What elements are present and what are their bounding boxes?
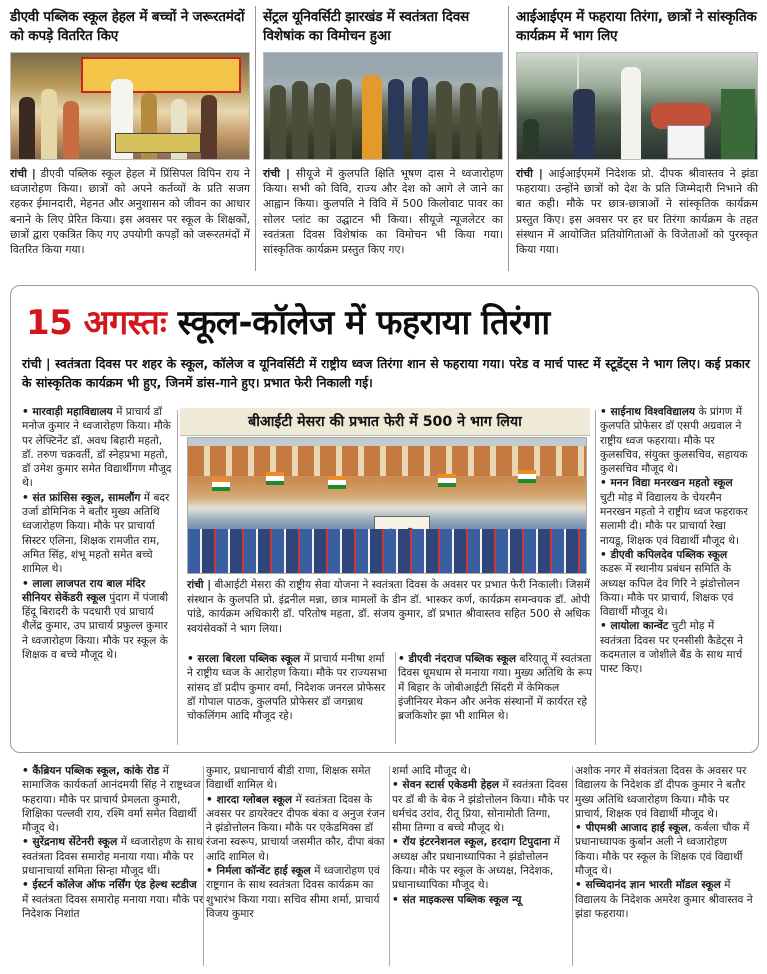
brief-item <box>206 764 388 793</box>
brief-item: • संत फ्रांसिस स्कूल, सामलौंग में बदर उर्जा डोमिनिक ने बतौर मुख्य अतिथि ध्वजारोहण किया। मौके पर प्राचार्या सिस्टर एलिना, शिक्षक रामजीत राम, अमित सिंह, शंभू महतो समेत बच्चे शामिल थे। <box>22 491 170 576</box>
brief-title: पीएमश्री आजाद हाई स्कूल <box>585 822 688 835</box>
school-sign <box>115 133 201 153</box>
intro-text: स्वतंत्रता दिवस पर शहर के स्कूल, कॉलेज व यूनिवर्सिटी में राष्ट्रीय ध्वज तिरंगा शान से फहराया गया। परेड व मार्च पास्ट में स्टूडेंट्स ने भाग लिए। कई प्रकार के सांस्कृतिक कार्यक्रम भी हुए, जिनमें डांस-गाने हुए। प्रभात फेरी निकाली गई। <box>22 356 750 390</box>
person <box>482 87 498 159</box>
brief-text: में ध्वजारोहण के साथ स्वतंत्रता दिवस समारोह मनाया गया। मौके पर प्रधानाचार्या समिता सिन्हा मौजूद थीं। <box>22 836 203 878</box>
brief-title: लाला लाजपत राय बाल मंदिर सीनियर सेकेंडरी स्कूल <box>22 577 146 604</box>
column-divider <box>203 766 204 966</box>
main-title <box>26 298 746 348</box>
title-date: 15 अगस्तः <box>26 303 167 343</box>
brief-item: • शारदा ग्लोबल स्कूल में स्वतंत्रता दिवस के अवसर पर डायरेक्टर दीपक बंका व अनुज रंजन ने झंडोत्तोलन किया। मौके पर एकेडमिक्स डॉ रंजना स्वरूप, प्राचार्या जसमीत कौर, दीपा बंका आदि शामिल थे। <box>206 793 385 863</box>
person <box>41 89 57 159</box>
brief-title: ईस्टर्न कॉलेज ऑफ नर्सिंग एंड हेल्थ स्टडीज <box>32 879 197 892</box>
brief-text: अशोक नगर में संवतंत्रता दिवस के अवसर पर विद्यालय के निदेशक डॉ दीपक कुमार ने बतौर मुख्य अतिथि ध्वजारोहण किया। मौके पर प्राचार्य, शिक्षक एवं विद्यार्थी मौजूद थे। <box>575 765 747 820</box>
person <box>388 79 404 159</box>
person <box>362 75 382 159</box>
inner-headline: बीआईटी मेसरा की प्रभात फेरी में 500 ने भाग लिया <box>180 408 590 436</box>
flag <box>438 474 456 487</box>
brief-title: संत फ्रांसिस स्कूल, सामलौंग <box>32 491 141 504</box>
brief-text: में अध्यक्ष और प्रधानाध्यापिका ने झंडोत्तोलन किया। मौके पर स्कूल के अध्यक्ष, निदेशक, प्रधानाध्यापिका मौजूद थे। <box>392 836 561 892</box>
brief-item <box>392 764 570 778</box>
left-briefs <box>22 405 172 662</box>
brief-text: बरियातू में स्वतंत्रता दिवस धूमधाम से मनाया गया। मुख्य अतिथि के रूप में बिहार के जोबीआईटी सिंदरी में केमिकल इंजीनियर मेकन और अनेक संस्थानों में कार्यरत रहे ब्रजकिशोर झा भी शामिल थे। <box>398 653 593 723</box>
caption-text: बीआईटी मेसरा की राष्ट्रीय सेवा योजना ने स्वतंत्रता दिवस के अवसर पर प्रभात फेरी निकाली। जिसमें संस्थान के कुलपति प्रो. इंद्रनील मन्ना, छात्र मामलों के डीन डॉ. भास्कर कर्ण, कार्यक्रम समन्वयक डॉ. ओपी पांडे, कार्यक्रम अधिकारी डॉ. परितोष महता, डॉ. संजय कुमार, डॉ प्रभात श्रीवास्तव सहित 500 से अधिक स्वयंसेवकों ने भाग लिया। <box>187 579 590 635</box>
brief-text: शर्मा आदि मौजूद थे। <box>392 765 471 777</box>
brief-item: • ईस्टर्न कॉलेज ऑफ नर्सिंग एंड हेल्थ स्टडीज में स्वतंत्रता दिवस समारोह मनाया गया। मौके पर निदेशक निशांत <box>22 879 204 920</box>
brief-text: में प्राचार्य मनीषा शर्मा ने राष्ट्रीय ध्वज के आरोहण किया। मौके पर राज्यसभा सांसद डॉ प्रदीप कुमार वर्मा, निदेशक जनरल प्रोफेसर डॉ गोपाल पाठक, कुलपति प्रोफेसर डॉ जगन्नाथ चोकलिंगम आदि मौजूद रहे। <box>187 653 388 723</box>
story-cuj <box>263 8 503 257</box>
brief-item: • संत माइकल्स पब्लिक स्कूल न्यू <box>392 893 522 906</box>
brief-title: सेवन स्टार्स एकेडमी हेहल <box>402 779 500 792</box>
headline: सेंट्रल यूनिवर्सिटी झारखंड में स्वतंत्रता दिवस विशेषांक का विमोचन हुआ <box>263 9 470 44</box>
brief-text: में स्वतंत्रता दिवस पर डॉ बी के बेक ने झंडोत्तोलन किया। मौके पर धर्मचंद उरांव, रीतू प्रिया, सोनामोती तिग्गा, सीमा तिग्गा व बच्चे मौजूद थे। <box>392 779 569 835</box>
brief-text: में स्वतंत्रता दिवस समारोह मनाया गया। मौके पर निदेशक निशांत <box>22 893 204 920</box>
brief-item: • साईनाथ विश्वविद्यालय के प्रांगण में कुलपति प्रोफेसर डॉ एसपी अग्रवाल ने राष्ट्रीय ध्वज फहराया। मौके पर कुलसचिव, संयुक्त कुलसचिव, सहायक कुलसचिव मौजूद थे। <box>600 406 748 476</box>
flag <box>328 476 346 489</box>
person <box>621 67 641 159</box>
intro-paragraph <box>22 355 750 392</box>
flag <box>212 478 230 491</box>
body-text: सीयूजे में कुलपति क्षिति भूषण दास ने ध्वजारोहण किया। सभी को विवि, राज्य और देश को आगे ले जाने का आह्वान किया। कुलपति ने विवि में 500 किलोवाट पावर का सोलर प्लांट का उद्घाटन भी किया। सीयूजे न्यूजलेटर का स्वतंत्रता दिवस विशेषांक का विमोचन भी किया गया। सांस्कृतिक कार्यक्रम प्रस्तुत किए गए। <box>263 167 503 257</box>
brief-item: • मारवाड़ी महाविद्यालय में प्राचार्य डॉ मनोज कुमार ने ध्वजारोहण किया। मौके पर लेफ्टिनेंट डॉ. अवध बिहारी महतो, डॉ. तरुण चक्रवर्ती, डॉ स्नेहप्रभा महतो, डॉ उमेश कुमार समेत विद्यार्थीगण मौजूद थे। <box>22 406 172 490</box>
person <box>436 81 452 159</box>
story-body <box>516 166 758 257</box>
column-divider <box>395 652 396 744</box>
right-briefs <box>600 405 748 677</box>
bottom-column-2 <box>206 764 388 921</box>
brief-item: • डीएवी कपिलदेव पब्लिक स्कूल कडरू में स्थानीय प्रबंधन समिति के अध्यक्ष कपिल देव गिरि ने झंडोत्तोलन किया। मौके पर प्राचार्य, शिक्षक एवं विद्यार्थी मौजूद थे। <box>600 548 740 619</box>
brief-title: रॉय इंटरनेशनल स्कूल, हरदाग टिपुदाना <box>402 836 551 849</box>
brief-title: डीएवी कपिलदेव पब्लिक स्कूल <box>610 548 728 561</box>
body-text: आईआईएममें निदेशक प्रो. दीपक श्रीवास्तव ने झंडा फहराया। उन्होंने छात्रों को देश के प्रति जिम्मेदारी निभाने की बात कही। मौके पर छात्र-छात्राओं ने सांस्कृतिक कार्यक्रम प्रस्तुत किए। इस अवसर पर हर घर तिरंगा कार्यक्रम के तहत संस्थान में आयोजित प्रतियोगिताओं के विजेताओं को पुरस्कृत किया गया। <box>516 167 758 257</box>
brief-text: में विद्यालय के निदेशक अमरेश कुमार श्रीवास्तव ने झंडा फहराया। <box>575 879 753 920</box>
brief-text: चुटी मोड़ में विद्यालय के चेयरमैन मनरखन महतो ने राष्ट्रीय ध्वज फहराकर सलामी दी। मौके पर प्राचार्या रेखा नायडू, शिक्षक एवं विद्यार्थी मौजूद थे। <box>600 491 748 547</box>
brief-item: • सेवन स्टार्स एकेडमी हेहल में स्वतंत्रता दिवस पर डॉ बी के बेक ने झंडोत्तोलन किया। मौके पर धर्मचंद उरांव, रीतू प्रिया, सोनामोती तिग्गा, सीमा तिग्गा व बच्चे मौजूद थे। <box>392 779 569 835</box>
brief-text: कडरू में स्थानीय प्रबंधन समिति के अध्यक्ष कपिल देव गिरि ने झंडोत्तोलन किया। मौके पर प्राचार्य, शिक्षक एवं विद्यार्थी मौजूद थे। <box>600 563 740 619</box>
brief-text: में बदर उर्जा डोमिनिक ने बतौर मुख्य अतिथि ध्वजारोहण किया। मौके पर प्राचार्या सिस्टर एलिना, शिक्षक रामजीत राम, अमित सिंह, शंभू महतो समेत बच्चे शामिल थे। <box>22 491 170 576</box>
flag <box>266 472 284 485</box>
story-dav-hehal <box>10 8 250 257</box>
column-divider <box>595 410 596 745</box>
person <box>523 119 539 159</box>
brief-title: साईनाथ विश्वविद्यालय <box>610 406 696 418</box>
brief-title: सरला बिरला पब्लिक स्कूल <box>197 653 301 665</box>
bottom-column-1 <box>22 764 204 921</box>
person <box>573 89 595 159</box>
photo-cuj <box>263 52 503 160</box>
brief-title: कैंब्रियन पब्लिक स्कूल, कांके रोड <box>32 765 160 777</box>
headline: डीएवी पब्लिक स्कूल हेहल में बच्चों ने जरूरतमंदों को कपड़े वितरित किए <box>10 9 245 44</box>
column-divider <box>255 6 256 271</box>
brief-item: • मनन विद्या मनरखन महतो स्कूल चुटी मोड़ में विद्यालय के चेयरमैन मनरखन महतो ने राष्ट्रीय ध्वज फहराकर सलामी दी। मौके पर प्राचार्या रेखा नायडू, शिक्षक एवं विद्यार्थी मौजूद थे। <box>600 477 748 547</box>
brief-dav-nandraj: • डीएवी नंदराज पब्लिक स्कूल बरियातू में स्वतंत्रता दिवस धूमधाम से मनाया गया। मुख्य अतिथि के रूप में बिहार के जोबीआईटी सिंदरी में केमिकल इंजीनियर मेकन और अनेक संस्थानों में कार्यरत रहे ब्रजकिशोर झा भी शामिल थे। <box>398 653 593 723</box>
dateline: रांची | <box>187 579 212 591</box>
person <box>292 81 308 159</box>
sky <box>264 53 502 77</box>
person <box>412 77 428 159</box>
plant <box>721 89 755 159</box>
title-text: स्कूल-कॉलेज में फहराया तिरंगा <box>166 303 550 343</box>
headline: आईआईएम में फहराया तिरंगा, छात्रों ने सांस्कृतिक कार्यक्रम में भाग लिए <box>516 9 757 44</box>
school-banner <box>81 57 241 93</box>
brief-item: • लायोला कान्वेंट चुटी मोड़ में स्वतंत्रता दिवस पर एनसीसी कैडेट्स ने कदमताल व जोशीले बैंड के साथ मार्च पास्ट किए। <box>600 620 744 676</box>
brief-item: • रॉय इंटरनेशनल स्कूल, हरदाग टिपुदाना में अध्यक्ष और प्रधानाध्यापिका ने झंडोत्तोलन किया। मौके पर स्कूल के अध्यक्ष, निदेशक, प्रधानाध्यापिका मौजूद थे। <box>392 836 561 892</box>
brief-text: कुमार, प्रधानाचार्य बीडी राणा, शिक्षक समेत विद्यार्थी शामिल थे। <box>206 765 371 792</box>
brief-text: के प्रांगण में कुलपति प्रोफेसर डॉ एसपी अग्रवाल ने राष्ट्रीय ध्वज फहराया। मौके पर कुलसचिव, संयुक्त कुलसचिव, सहायक कुलसचिव मौजूद थे। <box>600 406 748 476</box>
photo-iim <box>516 52 758 160</box>
brief-title: मनन विद्या मनरखन महतो स्कूल <box>610 477 733 490</box>
column-divider <box>572 766 573 966</box>
story-iim <box>516 8 758 257</box>
dateline: रांची | <box>10 167 36 180</box>
brief-title: मारवाड़ी महाविद्यालय <box>32 406 113 418</box>
brief-title: सच्चिदानंद ज्ञान भारती मॉडल स्कूल <box>585 879 721 892</box>
person <box>314 83 330 159</box>
column-divider <box>508 6 509 271</box>
podium <box>667 125 705 159</box>
story-body <box>263 166 503 257</box>
flag <box>518 470 536 483</box>
dateline: रांची | <box>516 167 543 180</box>
photo-dav-hehal <box>10 52 250 160</box>
inner-caption <box>187 578 590 636</box>
person <box>19 97 35 159</box>
brief-title: निर्मला कॉन्वेंट हाई स्कूल <box>216 865 311 878</box>
column-divider <box>177 410 178 745</box>
crowd <box>188 529 586 573</box>
brief-title: संत माइकल्स पब्लिक स्कूल न्यू <box>402 893 522 906</box>
column-divider <box>389 766 390 966</box>
story-body <box>10 166 250 257</box>
brief-item: • कैंब्रियन पब्लिक स्कूल, कांके रोड में सामाजिक कार्यकर्ता आनंदमयी सिंह ने राष्ट्रध्वज फहराया। मौके पर प्राचार्य प्रेमलता कुमारी, शिक्षिका पल्लवी राय, रश्मि वर्मा समेत विद्यार्थी मौजूद थे। <box>22 765 201 835</box>
brief-item: • सुरेंद्रनाथ सेंटेनरी स्कूल में ध्वजारोहण के साथ स्वतंत्रता दिवस समारोह मनाया गया। मौके पर प्रधानाचार्या समिता सिन्हा मौजूद थीं। <box>22 836 203 878</box>
brief-text: में स्वतंत्रता दिवस के अवसर पर डायरेक्टर दीपक बंका व अनुज रंजन ने झंडोत्तोलन किया। मौके पर एकेडमिक्स डॉ रंजना स्वरूप, प्राचार्या जसमीत कौर, दीपा बंका आदि शामिल थे। <box>206 793 385 863</box>
brief-title: डीएवी नंदराज पब्लिक स्कूल <box>408 653 517 665</box>
body-text: डीएवी पब्लिक स्कूल हेहल में प्रिंसिपल विपिन राय ने ध्वजारोहण किया। छात्रों को अपने कर्तव्यों के प्रति सजग रहकर ईमानदारी, मेहनत और अनुशासन को जीवन का आधार बनाने के लिए प्रेरित किया। इस अवसर पर स्कूल के शिक्षकों, छात्रों द्वारा एकत्रित किए गए उपयोगी कपड़ों को जरूरतमंदों में वितरित किया गया। <box>10 167 250 257</box>
brief-item: • सच्चिदानंद ज्ञान भारती मॉडल स्कूल में विद्यालय के निदेशक अमरेश कुमार श्रीवास्तव ने झंडा फहराया। <box>575 879 753 920</box>
person <box>201 95 217 159</box>
brief-item: • पीएमश्री आजाद हाई स्कूल, कर्बला चौक में प्रधानाध्यापक कुर्बान अली ने ध्वजारोहण किया। मौके पर स्कूल के शिक्षक एवं विद्यार्थी मौजूद थे। <box>575 822 750 878</box>
brief-item <box>575 764 753 821</box>
photo-bit-mesra <box>187 437 587 574</box>
bottom-column-4 <box>575 764 753 921</box>
person <box>336 79 352 159</box>
dateline: रांची | <box>22 356 51 371</box>
brief-title: शारदा ग्लोबल स्कूल <box>216 793 293 806</box>
brief-text: में प्राचार्य डॉ मनोज कुमार ने ध्वजारोहण किया। मौके पर लेफ्टिनेंट डॉ. अवध बिहारी महतो, डॉ. तरुण चक्रवर्ती, डॉ स्नेहप्रभा महतो, डॉ उमेश कुमार समेत विद्यार्थीगण मौजूद थे। <box>22 406 172 490</box>
brief-item: • लाला लाजपत राय बाल मंदिर सीनियर सेकेंडरी स्कूल पुंदाग में पंजाबी हिंदू बिरादरी के पदधारी एवं प्राचार्य शैलेंद्र कुमार, उप प्राचार्य प्रफुल्ल कुमार ने ध्वजारोहण किया। मौके पर स्कूल के शिक्षक व बच्चे मौजूद थे। <box>22 577 169 662</box>
brief-title: लायोला कान्वेंट <box>610 620 669 633</box>
person <box>270 85 286 159</box>
person <box>63 101 79 159</box>
brief-text: पुंदाग में पंजाबी हिंदू बिरादरी के पदधारी एवं प्राचार्य शैलेंद्र कुमार, उप प्राचार्य प्रफुल्ल कुमार ने ध्वजारोहण किया। मौके पर स्कूल के शिक्षक व बच्चे मौजूद थे। <box>22 591 169 662</box>
dateline: रांची | <box>263 167 290 180</box>
brief-item: • निर्मला कॉन्वेंट हाई स्कूल में ध्वजारोहण एवं राष्ट्रगान के साथ स्वतंत्रता दिवस कार्यक्रम का शुभारंभ किया गया। सचिव सीमा शर्मा, प्राचार्य विजय कुमार <box>206 865 380 920</box>
brief-text: में सामाजिक कार्यकर्ता आनंदमयी सिंह ने राष्ट्रध्वज फहराया। मौके पर प्राचार्य प्रेमलता कुमारी, शिक्षिका पल्लवी राय, रश्मि वर्मा समेत विद्यार्थी मौजूद थे। <box>22 765 201 835</box>
person <box>460 83 476 159</box>
brief-text: में ध्वजारोहण एवं राष्ट्रगान के साथ स्वतंत्रता दिवस कार्यक्रम का शुभारंभ किया गया। सचिव सीमा शर्मा, प्राचार्य विजय कुमार <box>206 865 380 920</box>
bottom-column-3 <box>392 764 570 907</box>
brief-title: सुरेंद्रनाथ सेंटेनरी स्कूल <box>32 836 118 849</box>
brief-text: चुटी मोड़ में स्वतंत्रता दिवस पर एनसीसी कैडेट्स ने कदमताल व जोशीले बैंड के साथ मार्च पास्ट किए। <box>600 620 744 676</box>
brief-sarla-birla: • सरला बिरला पब्लिक स्कूल में प्राचार्य मनीषा शर्मा ने राष्ट्रीय ध्वज के आरोहण किया। मौके पर राज्यसभा सांसद डॉ प्रदीप कुमार वर्मा, निदेशक जनरल प्रोफेसर डॉ गोपाल पाठक, कुलपति प्रोफेसर डॉ जगन्नाथ चोकलिंगम आदि मौजूद रहे। <box>187 653 388 723</box>
brief-text: , कर्बला चौक में प्रधानाध्यापक कुर्बान अली ने ध्वजारोहण किया। मौके पर स्कूल के शिक्षक एवं विद्यार्थी मौजूद थे। <box>575 822 750 878</box>
